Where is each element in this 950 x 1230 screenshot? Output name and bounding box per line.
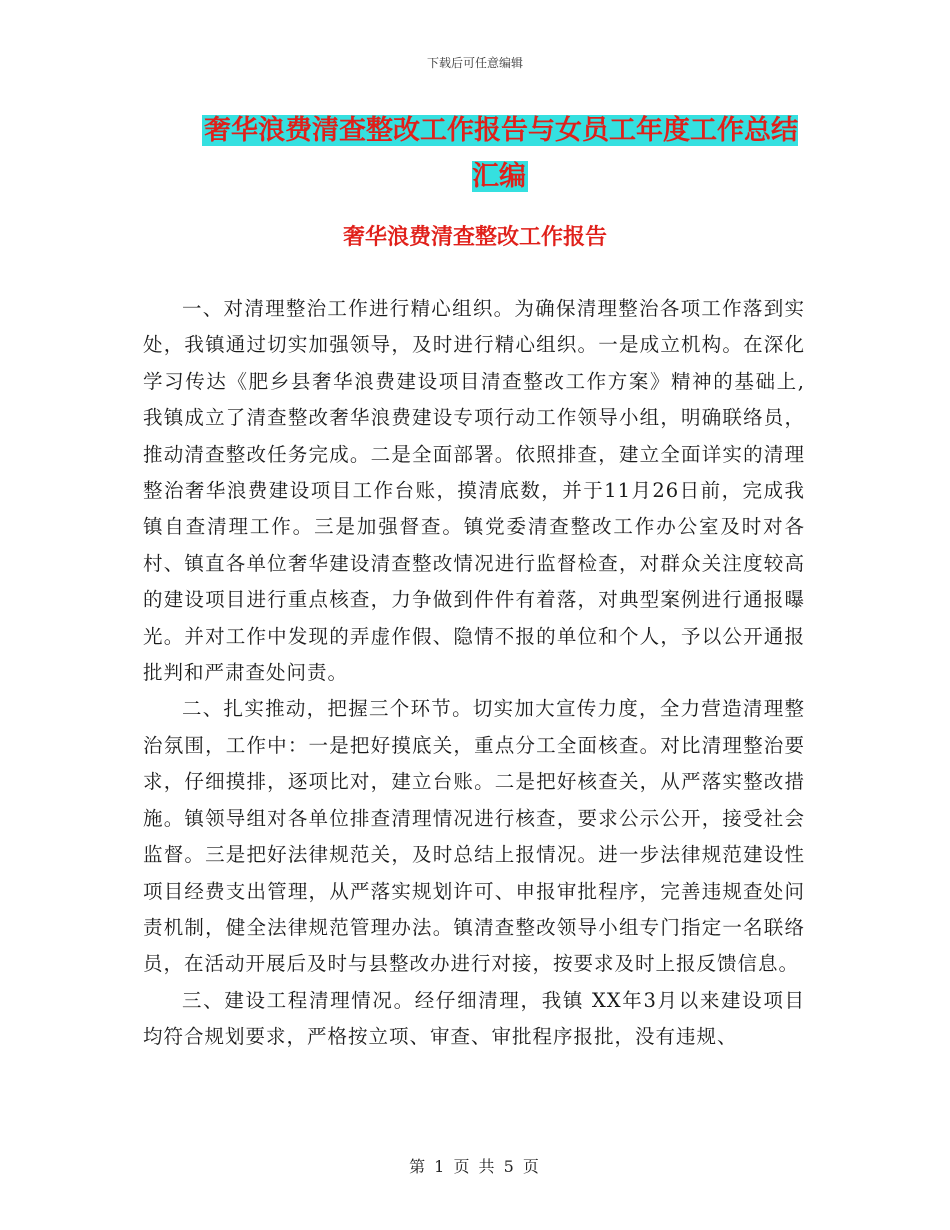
body-text <box>143 291 805 1056</box>
page-footer: 第 1 页 共 5 页 <box>409 1157 541 1176</box>
header-note: 下载后可任意编辑 <box>426 56 523 70</box>
paragraph-3: 三、建设工程清理情况。经仔细清理，我镇 XX年3月以来建设项目均符合规划要求，严格按立项、审查、审批程序报批，没有违规、 <box>143 988 805 1049</box>
paragraph-1: 一、对清理整治工作进行精心组织。为确保清理整治各项工作落到实处，我镇通过切实加强领导，及时进行精心组织。一是成立机构。在深化学习传达《肥乡县奢华浪费建设项目清查整改工作方案》精神的基础上,我镇成立了清查整改奢华浪费建设专项行动工作领导小组，明确联络员，推动清查整改任务完成。二是全面部署。依照排查，建立全面详实的清理整治奢华浪费建设项目工作台账，摸清底数，并于11月26日前，完成我镇自查清理工作。三是加强督查。镇党委清查整改工作办公室及时对各村、镇直各单位奢华建设清查整改情况进行监督检查，对群众关注度较高的建设项目进行重点核查，力争做到件件有着落，对典型案例进行通报曝光。并对工作中发现的弄虚作假、隐情不报的单位和个人，予以公开通报批判和严肃查处问责。 <box>143 297 805 685</box>
document-title <box>190 108 810 200</box>
paragraph-2: 二、扎实推动，把握三个环节。切实加大宣传力度，全力营造清理整治氛围，工作中：一是把好摸底关，重点分工全面核查。对比清理整治要求，仔细摸排，逐项比对，建立台账。二是把好核查关，从严落实整改措施。镇领导组对各单位排查清理情况进行核查，要求公示公开，接受社会监督。三是把好法律规范关，及时总结上报情况。进一步法律规范建设性项目经费支出管理，从严落实规划许可、申报审批程序，完善违规查处问责机制，健全法律规范管理办法。镇清查整改领导小组专门指定一名联络员，在活动开展后及时与县整改办进行对接，按要求及时上报反馈信息。 <box>143 697 805 976</box>
section-title: 奢华浪费清查整改工作报告 <box>342 225 607 250</box>
document-title-text: 奢华浪费清查整改工作报告与女员工年度工作总结汇编 <box>204 115 798 192</box>
